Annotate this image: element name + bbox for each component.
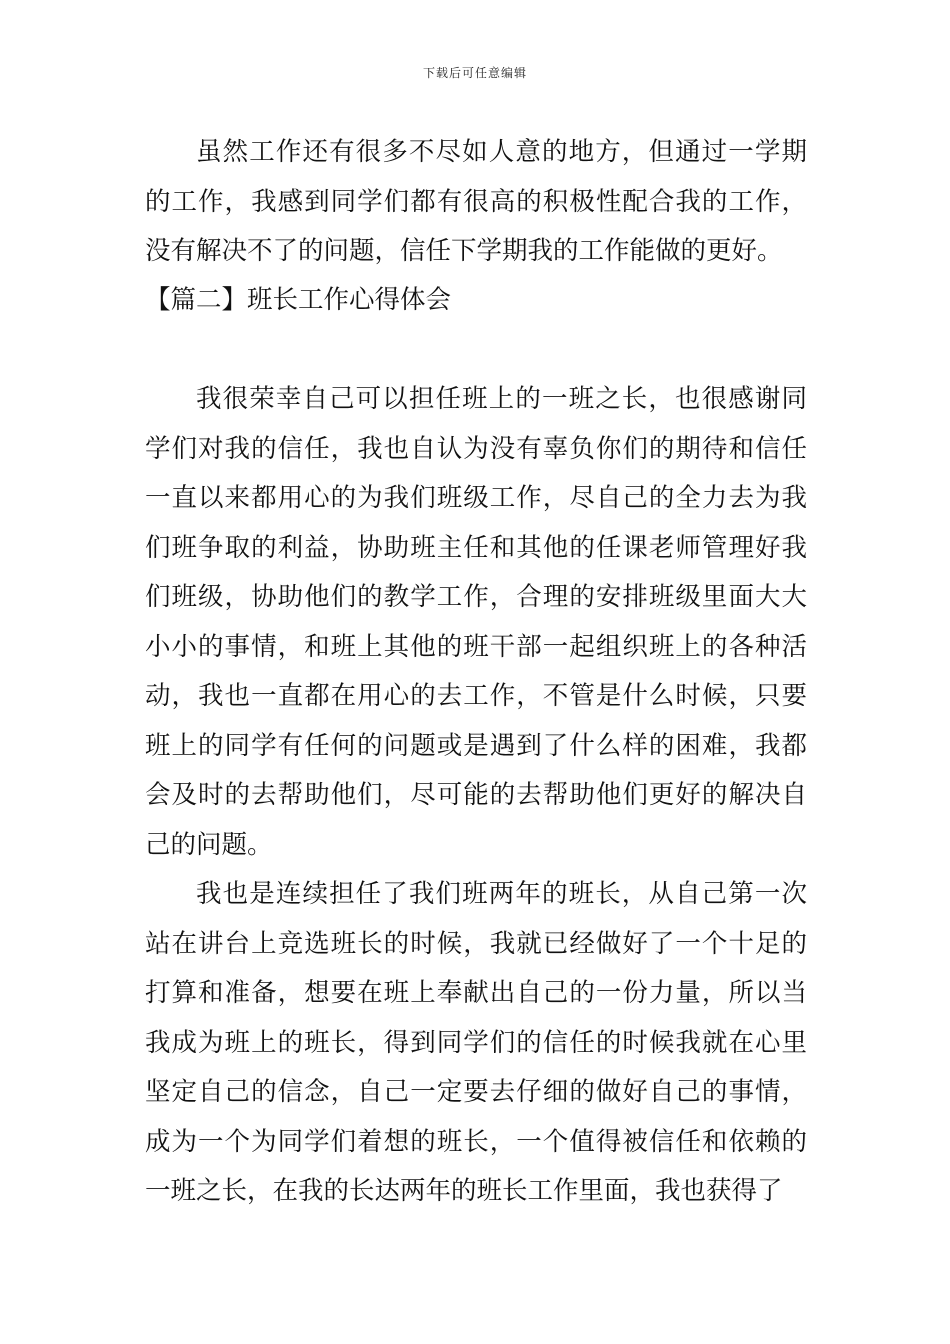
body-paragraph-1: 我很荣幸自己可以担任班上的一班之长，也很感谢同学们对我的信任，我也自认为没有辜负你们的期待和信任一直以来都用心的为我们班级工作，尽自己的全力去为我们班争取的利益，协助班主任和其他的任课老师管理好我们班级，协助他们的教学工作，合理的安排班级里面大大小小的事情，和班上其他的班干部一起组织班上的各种活动，我也一直都在用心的去工作，不管是什么时候，只要班上的同学有任何的问题或是遇到了什么样的困难，我都会及时的去帮助他们，尽可能的去帮助他们更好的解决自己的问题。	[145, 384, 807, 860]
section-heading: 【篇二】班长工作心得体会	[145, 285, 452, 315]
main-text-block	[145, 375, 807, 1217]
body-paragraph-2: 我也是连续担任了我们班两年的班长，从自己第一次站在讲台上竞选班长的时候，我就已经做好了一个十足的打算和准备，想要在班上奉献出自己的一份力量，所以当我成为班上的班长，得到同学们的信任的时候我就在心里坚定自己的信念，自己一定要去仔细的做好自己的事情，成为一个为同学们着想的班长，一个值得被信任和依赖的一班之长，在我的长达两年的班长工作里面，我也获得了	[145, 879, 807, 1206]
header-note: 下载后可任意编辑	[422, 66, 527, 80]
intro-block	[145, 128, 807, 277]
intro-paragraph: 虽然工作还有很多不尽如人意的地方，但通过一学期的工作，我感到同学们都有很高的积极性配合我的工作，没有解决不了的问题，信任下学期我的工作能做的更好。	[145, 137, 807, 266]
